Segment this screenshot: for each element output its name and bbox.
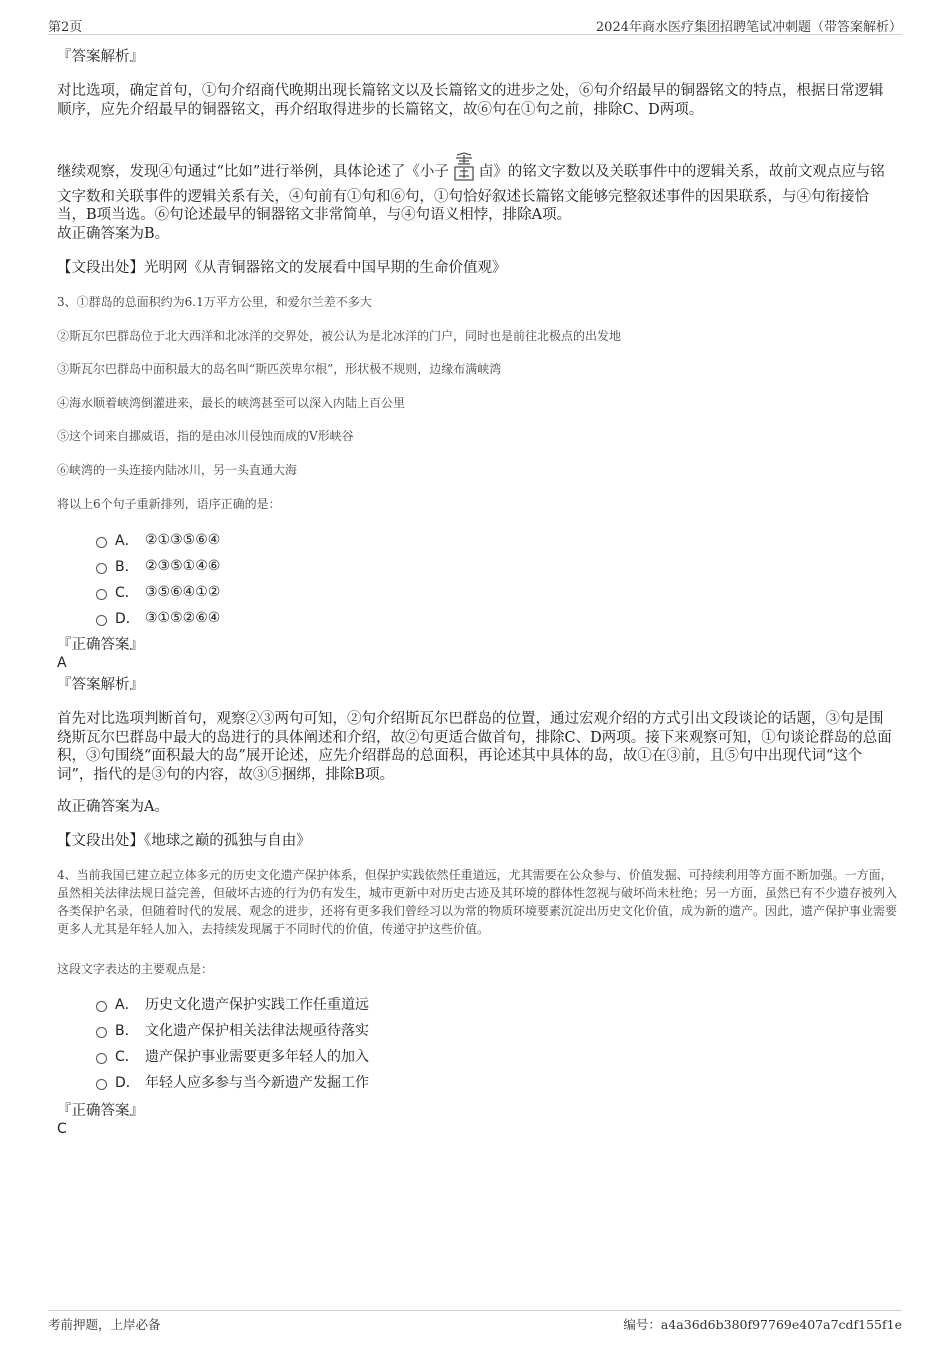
radio-button-icon[interactable] [96, 1053, 107, 1064]
q3-sentence-2: ②斯瓦尔巴群岛位于北大西洋和北冰洋的交界处，被公认为是北冰洋的门户，同时也是前往北极点的出发地 [57, 329, 622, 343]
radio-button-icon[interactable] [96, 589, 107, 600]
q3-sentence-3: ③斯瓦尔巴群岛中面积最大的岛名叫“斯匹茨卑尔根”，形状极不规则，边缘布满峡湾 [57, 362, 502, 376]
q2-analysis-paragraph-2: 继续观察，发现④句通过“比如”进行举例，具体论述了《小子 卣》的铭文字数以及关联事件中的逻辑关系，故前文观点应与铭文字数和关联事件的逻辑关系有关，④句前有①句和⑥句，①句恰好叙述长篇铭文能够完整叙述事件的因果联系，与④句衔接恰当，B项当选。⑥句论述最早的铜器铭文非常简单，与④句语义相悖，排除A项。 [57, 152, 897, 225]
radio-button-icon[interactable] [96, 1001, 107, 1012]
ancient-character-glyph [451, 152, 477, 188]
q3-option-b[interactable]: B． ②③⑤①④⑥ [96, 556, 220, 576]
document-id: 编号：a4a36d6b380f97769e407a7cdf155f1e [623, 1317, 902, 1332]
q3-sentence-5: ⑤这个词来自挪威语，指的是由冰川侵蚀而成的V形峡谷 [57, 429, 354, 443]
q4-correct-answer: C [57, 1121, 67, 1137]
radio-button-icon[interactable] [96, 1027, 107, 1038]
q3-option-d[interactable]: D． ③①⑤②⑥④ [96, 608, 220, 628]
q4-stem: 4、当前我国已建立起立体多元的历史文化遗产保护体系，但保护实践依然任重道远，尤其需要在公众参与、价值发掘、可持续利用等方面不断加强。一方面，虽然相关法律法规日益完善，但破坏古迹的行为仍有发生，城市更新中对历史古迹及其环境的群体性忽视与破坏尚未杜绝；另一方面，虽然已有不少遗存被列入各类保护名录，但随着时代的发展、观念的进步，还将有更多我们曾经习以为常的物质环境要素沉淀出历史文化价值，成为新的遗产。因此，遗产保护事业需要更多人尤其是年轻人加入，去持续发现属于不同时代的价值，传递守护这些价值。 [57, 868, 898, 936]
q3-analysis-heading: 『答案解析』 [57, 677, 144, 693]
radio-button-icon[interactable] [96, 1079, 107, 1090]
q3-prompt: 将以上6个句子重新排列，语序正确的是： [57, 497, 281, 511]
q3-conclusion: 故正确答案为A。 [57, 799, 169, 815]
q3-option-a[interactable]: A． ②①③⑤⑥④ [96, 530, 220, 550]
q4-option-d[interactable]: D． 年轻人应多参与当今新遗产发掘工作 [96, 1072, 369, 1092]
q4-option-a[interactable]: A． 历史文化遗产保护实践工作任重道远 [96, 994, 369, 1014]
q4-option-c[interactable]: C． 遗产保护事业需要更多年轻人的加入 [96, 1046, 369, 1066]
q2-analysis-paragraph-1: 对比选项，确定首句，①句介绍商代晚期出现长篇铭文以及长篇铭文的进步之处，⑥句介绍最早的铜器铭文的特点，根据日常逻辑顺序，应先介绍最早的铜器铭文，再介绍取得进步的长篇铭文，故⑥句在①句之前，排除C、D两项。 [57, 83, 884, 118]
q2-analysis-heading: 『答案解析』 [57, 49, 144, 65]
q4-correct-heading: 『正确答案』 [57, 1103, 144, 1119]
q4-prompt: 这段文字表达的主要观点是： [57, 962, 214, 976]
q2-source: 【文段出处】光明网《从青铜器铭文的发展看中国早期的生命价值观》 [57, 260, 507, 276]
q4-option-b[interactable]: B． 文化遗产保护相关法律法规亟待落实 [96, 1020, 369, 1040]
footer-slogan: 考前押题，上岸必备 [48, 1317, 161, 1332]
q3-analysis: 首先对比选项判断首句，观察②③两句可知，②句介绍斯瓦尔巴群岛的位置，通过宏观介绍的方式引出文段谈论的话题，③句是围绕斯瓦尔巴群岛中最大的岛进行的具体阐述和介绍，故②句更适合做首句，排除C、D两项。接下来观察可知，①句谈论群岛的总面积，③句围绕“面积最大的岛”展开论述，应先介绍群岛的总面积，再论述其中具体的岛，故①在③前，且⑤句中出现代词“这个词”，指代的是③句的内容，故③⑤捆绑，排除B项。 [57, 711, 892, 783]
radio-button-icon[interactable] [96, 537, 107, 548]
q3-correct-heading: 『正确答案』 [57, 637, 144, 653]
document-title: 2024年商水医疗集团招聘笔试冲刺题（带答案解析） [595, 20, 902, 35]
radio-button-icon[interactable] [96, 615, 107, 626]
page-footer [48, 1310, 902, 1335]
page-number: 第2页 [48, 20, 83, 35]
q3-option-c[interactable]: C． ③⑤⑥④①② [96, 582, 220, 602]
radio-button-icon[interactable] [96, 563, 107, 574]
q3-sentence-6: ⑥峡湾的一头连接内陆冰川，另一头直通大海 [57, 463, 298, 477]
page-header [48, 14, 902, 35]
q3-correct-answer: A [57, 655, 67, 671]
q3-sentence-1: 3、①群岛的总面积约为6.1万平方公里，和爱尔兰差不多大 [57, 295, 372, 309]
q3-source: 【文段出处】《地球之巅的孤独与自由》 [57, 833, 311, 849]
q3-sentence-4: ④海水顺着峡湾倒灌进来，最长的峡湾甚至可以深入内陆上百公里 [57, 396, 406, 410]
q2-conclusion: 故正确答案为B。 [57, 226, 170, 242]
